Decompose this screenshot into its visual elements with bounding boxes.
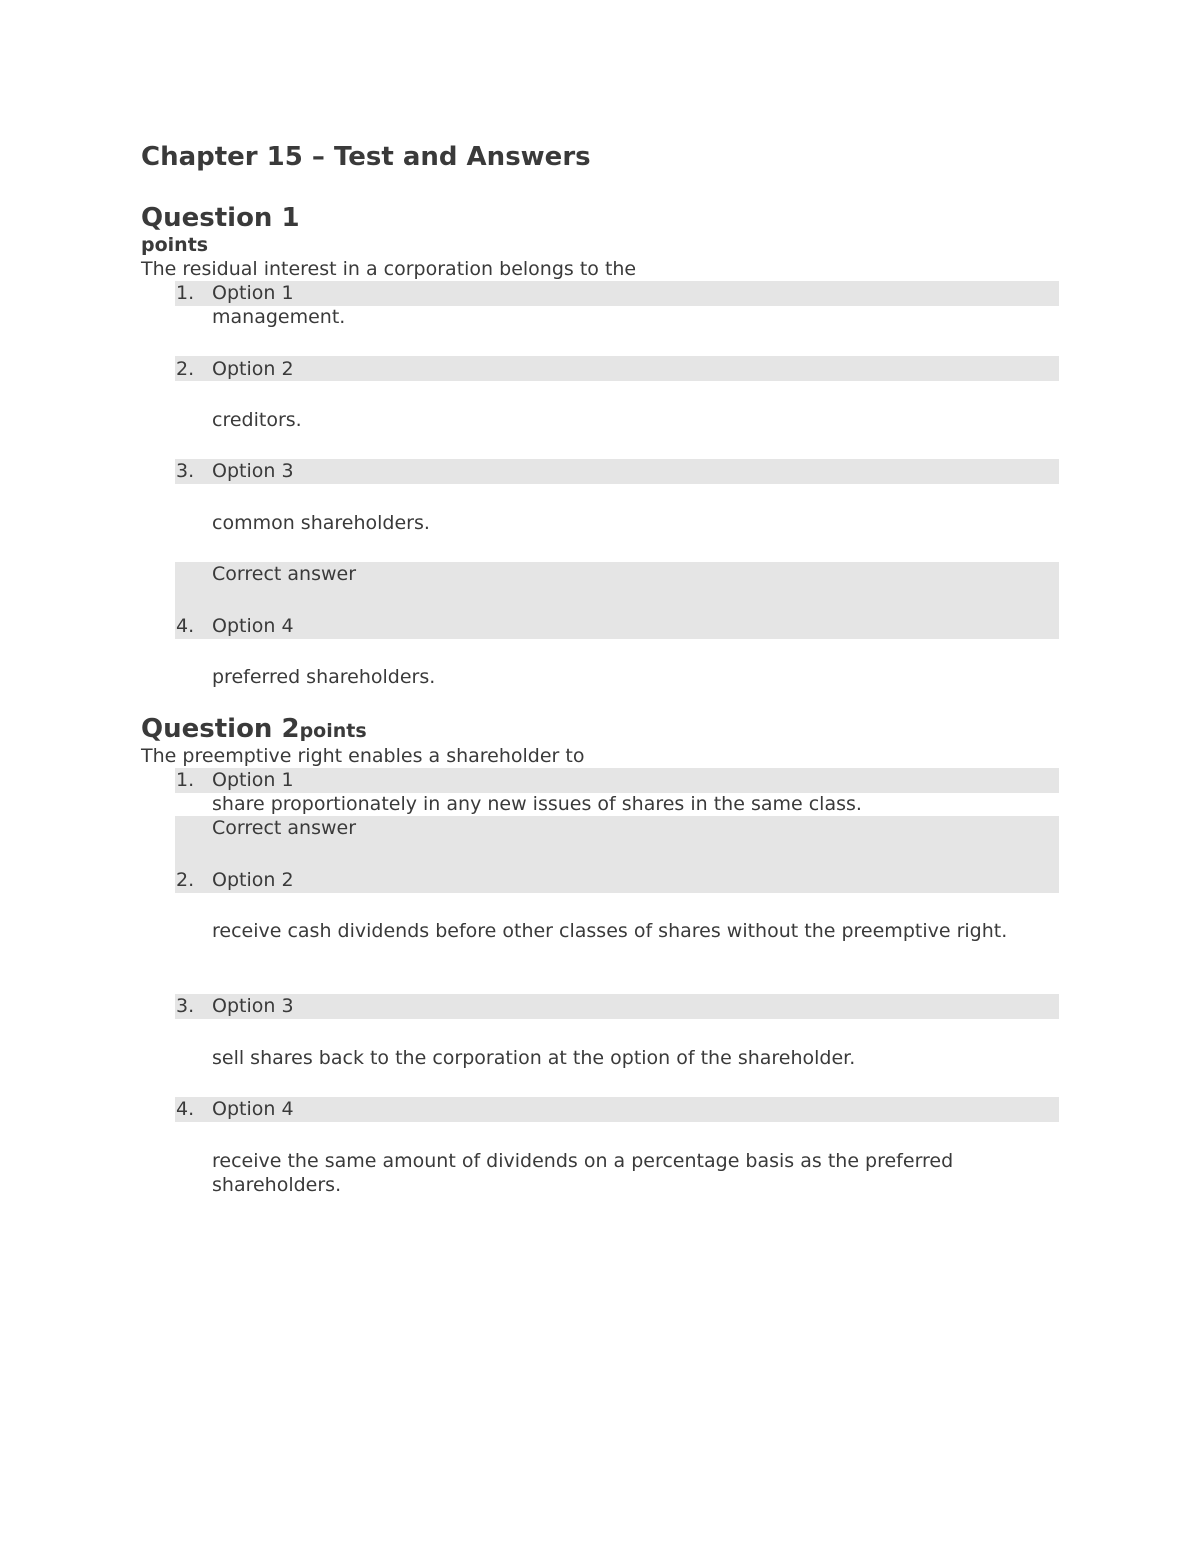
option-text: creditors. (212, 409, 302, 431)
option-label: Option 2 (212, 869, 294, 891)
question-points (141, 233, 208, 258)
option-header-bar (175, 994, 1059, 1019)
question-prompt: The preemptive right enables a shareholder to (141, 745, 585, 767)
option-text: preferred shareholders. (212, 666, 436, 688)
option-label: Option 3 (212, 460, 294, 482)
question-heading-row (141, 713, 367, 747)
option-text: receive the same amount of dividends on a percentage basis as the preferred shareholders. (212, 1150, 954, 1196)
points-label: points (299, 720, 367, 742)
option-number: 3. (176, 995, 195, 1017)
correct-answer-label: Correct answer (212, 817, 357, 839)
option-label: Option 4 (212, 615, 294, 637)
option-label: Option 4 (212, 1098, 294, 1120)
option-text: management. (212, 306, 346, 328)
correct-answer-label: Correct answer (212, 563, 357, 585)
option-header-bar (175, 1097, 1059, 1122)
document-title: Chapter 15 – Test and Answers (141, 142, 591, 172)
option-header-bar (175, 356, 1059, 381)
option-label: Option 1 (212, 282, 294, 304)
option-text: share proportionately in any new issues of shares in the same class. (212, 793, 862, 815)
option-label: Option 1 (212, 769, 294, 791)
option-text: sell shares back to the corporation at the option of the shareholder. (212, 1047, 856, 1069)
option-header-bar (175, 768, 1059, 793)
option-number: 4. (176, 1098, 195, 1120)
question-prompt: The residual interest in a corporation belongs to the (141, 258, 637, 280)
option-number: 1. (176, 769, 195, 791)
option-number: 4. (176, 615, 195, 637)
option-number: 1. (176, 282, 195, 304)
option-header-bar (175, 459, 1059, 484)
option-text: common shareholders. (212, 512, 430, 534)
question-heading: Question 1 (141, 203, 300, 233)
question-heading: Question 2 (141, 714, 300, 744)
option-header-bar (175, 281, 1059, 306)
option-number: 3. (176, 460, 195, 482)
option-number: 2. (176, 358, 195, 380)
option-label: Option 3 (212, 995, 294, 1017)
option-text: receive cash dividends before other classes of shares without the preemptive right. (212, 920, 1008, 942)
points-label: points (141, 234, 209, 256)
option-number: 2. (176, 869, 195, 891)
option-label: Option 2 (212, 358, 294, 380)
